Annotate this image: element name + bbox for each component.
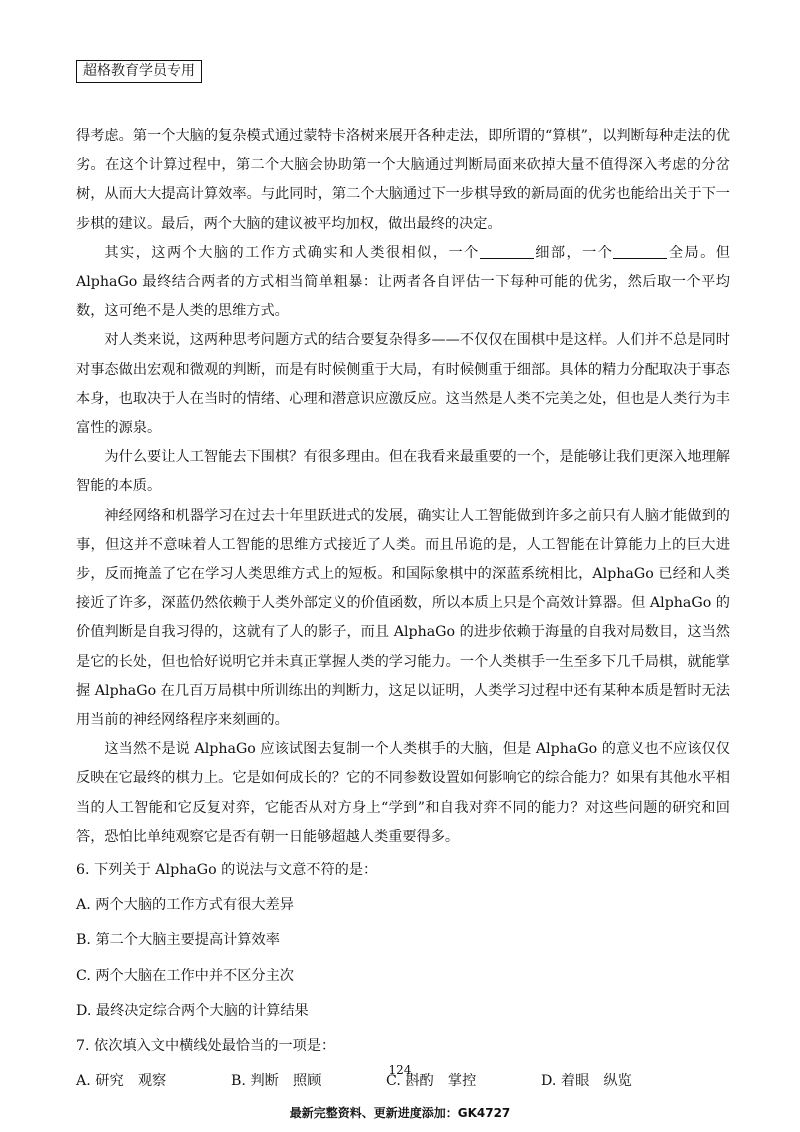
blank-2 bbox=[613, 244, 667, 259]
blank-1 bbox=[480, 244, 534, 259]
header-stamp: 超格教育学员专用 bbox=[76, 60, 202, 83]
question-7-option-b: B. 判断 照顾 bbox=[231, 1073, 322, 1090]
paragraph-6: 这当然不是说 AlphaGo 应该试图去复制一个人类棋手的大脑，但是 AlphaGo 的意义也不应该仅仅反映在它最终的棋力上。它是如何成长的？它的不同参数设置如何影响它的综合能力？如果有其他水平相当的人工智能和它反复对弈，它能否从对方身上“学到”和自我对弈不同的能力？对这些问题的研究和回答，恐怕比单纯观察它是否有朝一日能够超越人类重要得多。 bbox=[76, 741, 730, 845]
paragraph-2 bbox=[76, 239, 730, 327]
passage-body bbox=[76, 122, 730, 1097]
question-7-option-a: A. 研究 观察 bbox=[76, 1073, 167, 1090]
paragraph-1: 得考虑。第一个大脑的复杂模式通过蒙特卡洛树来展开各种走法，即所谓的“算棋”，以判断每种走法的优劣。在这个计算过程中，第二个大脑会协助第一个大脑通过判断局面来砍掉大量不值得深入考虑的分岔树，从而大大提高计算效率。与此同时，第二个大脑通过下一步棋导致的新局面的优劣也能给出关于下一步棋的建议。最后，两个大脑的建议被平均加权，做出最终的决定。 bbox=[76, 128, 730, 232]
question-6-option-b: B. 第二个大脑主要提高计算效率 bbox=[76, 932, 280, 949]
question-7-stem: 7. 依次填入文中横线处最恰当的一项是： bbox=[76, 1038, 336, 1055]
question-6-option-a: A. 两个大脑的工作方式有很大差异 bbox=[76, 897, 294, 914]
paragraph-4: 为什么要让人工智能去下围棋？有很多理由。但在我看来最重要的一个，是能够让我们更深入地理解智能的本质。 bbox=[76, 449, 730, 495]
paragraph-3: 对人类来说，这两种思考问题方式的结合要复杂得多——不仅仅在围棋中是这样。人们并不总是同时对事态做出宏观和微观的判断，而是有时候侧重于大局，有时候侧重于细部。具体的精力分配取决于事态本身，也取决于人在当时的情绪、心理和潜意识应激反应。这当然是人类不完美之处，但也是人类行为丰富性的源泉。 bbox=[76, 332, 730, 437]
question-6-option-c: C. 两个大脑在工作中并不区分主次 bbox=[76, 967, 294, 984]
page-number: 124 bbox=[388, 1063, 412, 1077]
paragraph-2-part-a: 其实，这两个大脑的工作方式确实和人类很相似，一个 bbox=[104, 244, 480, 261]
question-6-option-d: D. 最终决定综合两个大脑的计算结果 bbox=[76, 1002, 309, 1019]
question-6-stem: 6. 下列关于 AlphaGo 的说法与文意不符的是： bbox=[76, 862, 378, 879]
paragraph-2-part-c: 全局。但 AlphaGo 最终结合两者的方式相当简单粗暴：让两者各自评估一下每种可能的优劣，然后取一个平均数，这可绝不是人类的思维方式。 bbox=[76, 244, 730, 320]
question-7-option-d: D. 着眼 纵览 bbox=[541, 1073, 632, 1090]
paragraph-5: 神经网络和机器学习在过去十年里跃进式的发展，确实让人工智能做到许多之前只有人脑才能做到的事，但这并不意味着人工智能的思维方式接近了人类。而且吊诡的是，人工智能在计算能力上的巨大进步，反而掩盖了它在学习人类思维方式上的短板。和国际象棋中的深蓝系统相比，AlphaGo 已经和人类接近了许多，深蓝仍然依赖于人类外部定义的价值函数，所以本质上只是个高效计算器。但 AlphaGo 的价值判断是自我习得的，这就有了人的影子，而且 AlphaGo 的进步依赖于海量的自我对局数目，这当然是它的长处，但也恰好说明它并未真正掌握人类的学习能力。一个人类棋手一生至多下几千局棋，就能掌握 AlphaGo 在几百万局棋中所训练出的判断力，这足以证明，人类学习过程中还有某种本质是暂时无法用当前的神经网络程序来刻画的。 bbox=[76, 507, 730, 729]
question-7-option-c: C. 斟酌 掌控 bbox=[386, 1073, 477, 1090]
paragraph-2-part-b: 细部，一个 bbox=[533, 244, 614, 261]
footer-note: 最新完整资料、更新进度添加：GK4727 bbox=[289, 1106, 511, 1120]
